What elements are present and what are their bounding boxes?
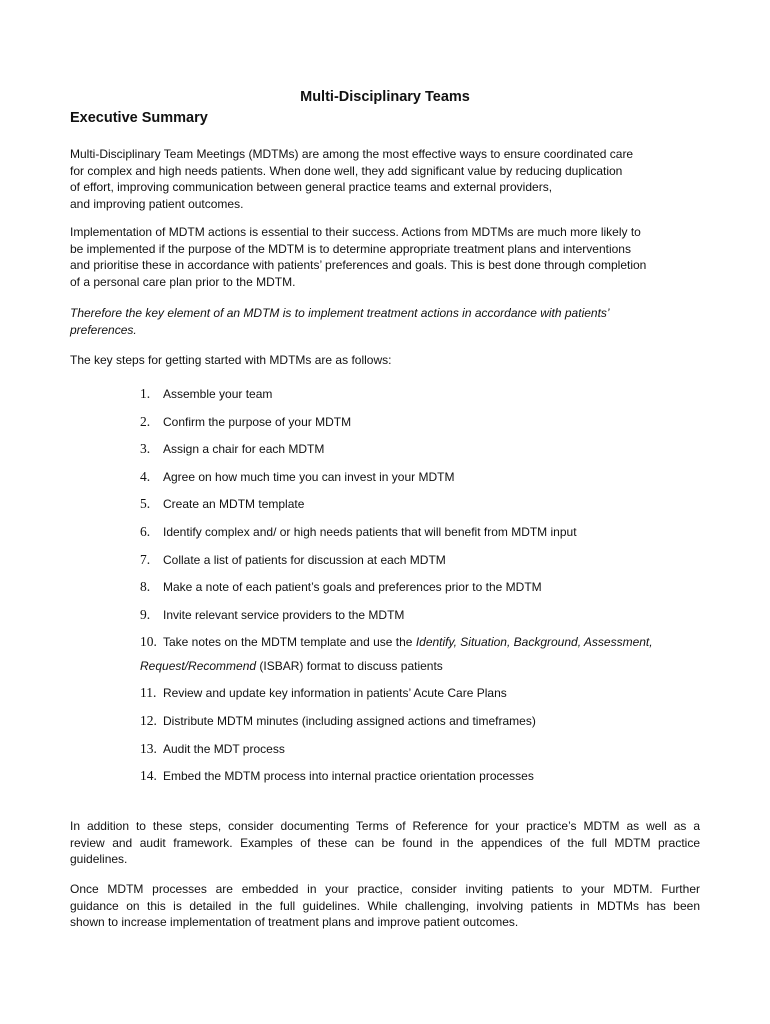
step-number: 6. [140,523,151,539]
text-line: of a personal care plan prior to the MDTM. [70,274,296,289]
step-text: Review and update key information in patients’ Acute Care Plans [163,686,507,701]
text-line: Implementation of MDTM actions is essential to their success. Actions from MDTMs are much more likely to [70,225,641,239]
step-item [140,634,730,674]
step-number: 5. [140,496,151,512]
step-text: Assign a chair for each MDTM [163,442,325,457]
step-item [140,685,730,713]
step-number: 10. [140,634,157,650]
step-number: 1. [140,386,151,401]
step-text: Audit the MDT process [163,741,285,756]
step-number: 13. [140,740,157,756]
step-number: 14. [140,768,157,784]
step-item [140,607,730,635]
step-item [140,552,730,580]
step-text-italic: Identify, Situation, Background, Assessment, [415,635,653,650]
step-item [140,579,730,607]
implementation-paragraph [70,224,710,290]
step-text: Confirm the purpose of your MDTM [163,414,352,429]
step-item [140,713,730,741]
step-text: Make a note of each patient’s goals and preferences prior to the MDTM [163,580,542,595]
step-text: Identify complex and/ or high needs patients that will benefit from MDTM input [163,524,577,539]
step-text: Embed the MDTM process into internal practice orientation processes [163,769,534,784]
step-item [140,441,730,469]
key-steps-list [140,386,730,796]
step-number: 3. [140,441,151,457]
step-number: 4. [140,468,151,484]
step-text: Take notes on the MDTM template and use the [163,635,416,650]
step-item [140,469,730,497]
step-number: 11. [140,685,157,701]
text-line: review and audit framework. Examples of these can be found in the appendices of the full MDTM practice [70,835,700,850]
text-line: of effort, improving communication between general practice teams and external providers, [70,180,553,194]
step-text: Create an MDTM template [163,497,305,512]
step-number: 2. [140,413,151,429]
step-item [140,496,730,524]
section-heading: Executive Summary [70,110,208,126]
intro-paragraph [70,146,710,212]
text-line: In addition to these steps, consider documenting Terms of Reference for your practice’s MDTM as well as a [70,819,700,833]
step-number: 7. [140,551,151,567]
key-element-paragraph [70,305,710,338]
step-text: (ISBAR) format to discuss patients [256,659,443,674]
steps-intro: The key steps for getting started with MDTMs are as follows: [70,353,392,367]
step-text: Invite relevant service providers to the MDTM [163,607,405,622]
text-line: and prioritise these in accordance with patients’ preferences and goals. This is best done through completion [70,258,647,272]
text-line: be implemented if the purpose of the MDTM is to determine appropriate treatment plans and interventions [70,241,631,256]
step-text: Collate a list of patients for discussion at each MDTM [163,552,446,567]
step-item [140,768,730,796]
text-line: Multi-Disciplinary Team Meetings (MDTMs) are among the most effective ways to ensure coordinated care [70,147,634,161]
text-line: guidance on this is detailed in the full guidelines. While challenging, involving patients in MDTMs has been [70,898,700,913]
document-title: Multi-Disciplinary Teams [300,89,470,105]
text-line: Once MDTM processes are embedded in your practice, consider inviting patients to your MDTM. Further [70,882,700,896]
step-continuation [140,658,730,674]
text-line: guidelines. [70,852,128,866]
step-number: 8. [140,579,151,595]
step-item [140,414,730,442]
step-number: 12. [140,712,157,728]
step-item [140,741,730,769]
step-number: 9. [140,606,151,622]
text-line: shown to increase implementation of treatment plans and improve patient outcomes. [70,915,519,929]
step-item [140,524,730,552]
step-text: Assemble your team [163,387,273,401]
additional-paragraph [70,818,700,868]
step-item [140,386,730,414]
text-line: Therefore the key element of an MDTM is to implement treatment actions in accordance with patients’ [70,306,610,320]
step-text: Distribute MDTM minutes (including assigned actions and timeframes) [163,713,536,728]
step-text: Agree on how much time you can invest in your MDTM [163,469,455,484]
step-text-italic: Request/Recommend [140,659,257,674]
text-line: preferences. [70,322,137,337]
text-line: and improving patient outcomes. [70,196,244,211]
text-line: for complex and high needs patients. When done well, they add significant value by reducing duplication [70,163,623,178]
closing-paragraph [70,881,700,931]
